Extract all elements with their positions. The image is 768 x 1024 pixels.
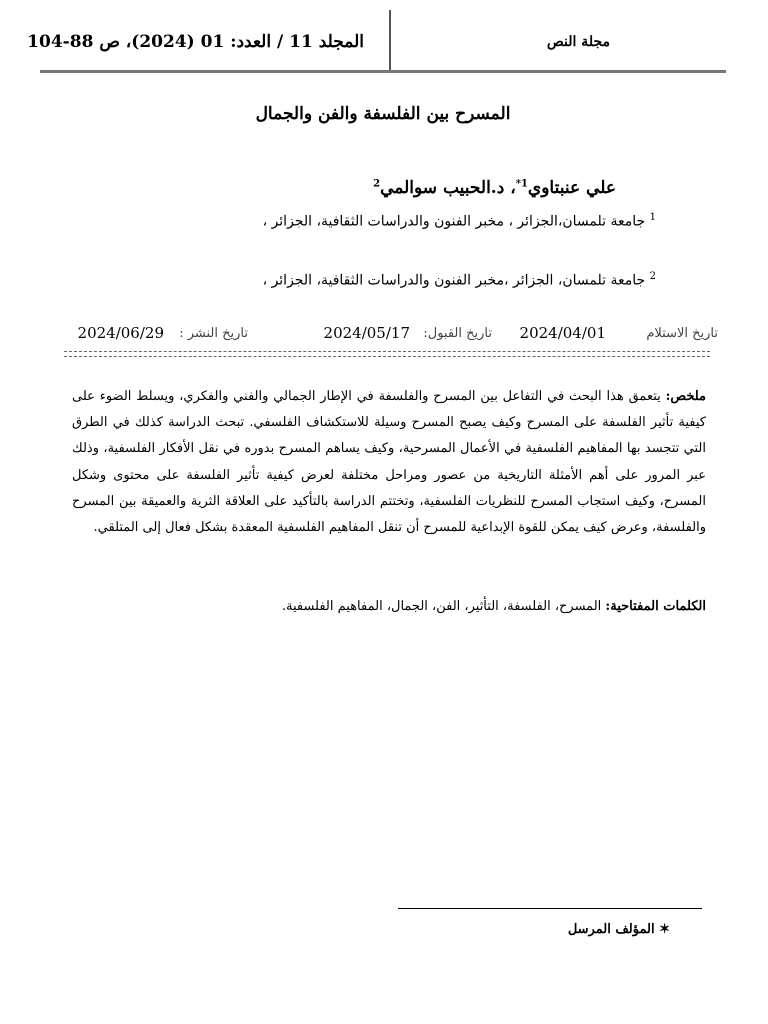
footnote-rule — [398, 908, 702, 909]
journal-name: مجلة النص — [546, 34, 610, 50]
keywords — [72, 594, 706, 620]
affiliation-1-text: جامعة تلمسان،الجزائر ، مخبر الفنون والدراسات الثقافية، الجزائر ، — [262, 213, 646, 230]
affiliation-1-number: 1 — [649, 212, 656, 223]
abstract-text: يتعمق هذا البحث في التفاعل بين المسرح والفلسفة في الإطار الجمالي والفني والفكري، ويسلط الضوء على كيفية تأثير الفلسفة على المسرح وكيف يصبح المسرح وسيلة للاستكشاف الفلسفي. تبحث الدراسة كذلك في الطرق التي تتجسد بها المفاهيم الفلسفية في الأعمال المسرحية، وكيف يساهم المسرح بدوره في نقل الأفكار الفلسفية، وذلك عبر المرور على أهم الأمثلة التاريخية من عصور ومراحل مختلفة لعرض كيفية تأثير الفلسفة على محتوى وشكل المسرح، وكيف استجاب المسرح للنظريات الفلسفية، وتختتم الدراسة بالتأكيد على العلاقة الثرية والعميقة بين المسرح والفلسفة، وعرض كيف يمكن للقوة الإبداعية للمسرح أن تنقل المفاهيم الفلسفية المعقدة بشكل فعال إلى المتلقي. — [72, 389, 706, 536]
keywords-label: الكلمات المفتاحية: — [605, 599, 706, 614]
header-divider-horizontal — [40, 70, 726, 73]
published-date: 2024/06/29 — [77, 324, 164, 342]
author-line — [373, 178, 616, 198]
author-2-mark: 2 — [373, 178, 381, 190]
affiliation-1 — [263, 212, 656, 230]
paper-title: المسرح بين الفلسفة والفن والجمال — [255, 104, 511, 124]
received-date: 2024/04/01 — [519, 324, 606, 342]
affiliation-2-text: جامعة تلمسان، الجزائر ،مخبر الفنون والدراسات الثقافية، الجزائر ، — [262, 272, 646, 289]
accepted-date: 2024/05/17 — [323, 324, 410, 342]
affiliation-2-number: 2 — [649, 271, 656, 282]
author-1-mark: 1* — [515, 178, 528, 190]
author-1: علي عنبتاوي — [527, 178, 616, 198]
abstract — [72, 384, 706, 541]
header-divider-vertical — [389, 10, 391, 72]
affiliation-2 — [263, 271, 656, 289]
published-date-label: تاريخ النشر : — [179, 326, 248, 341]
abstract-label: ملخص: — [665, 389, 706, 404]
author-2: ، د.الحبيب سوالمي — [380, 178, 516, 198]
issue-info: المجلد 11 / العدد: 01 (2024)، ص 88-104 — [27, 32, 364, 52]
keywords-text: المسرح، الفلسفة، التأثير، الفن، الجمال، المفاهيم الفلسفية. — [281, 599, 602, 614]
accepted-date-label: تاريخ القبول: — [423, 326, 492, 341]
dashed-separator — [64, 351, 710, 357]
star-icon: ✶ — [659, 922, 670, 937]
corresponding-author-text: المؤلف المرسل — [567, 922, 655, 937]
corresponding-author-note — [568, 922, 670, 937]
received-date-label: تاريخ الاستلام — [646, 326, 718, 341]
